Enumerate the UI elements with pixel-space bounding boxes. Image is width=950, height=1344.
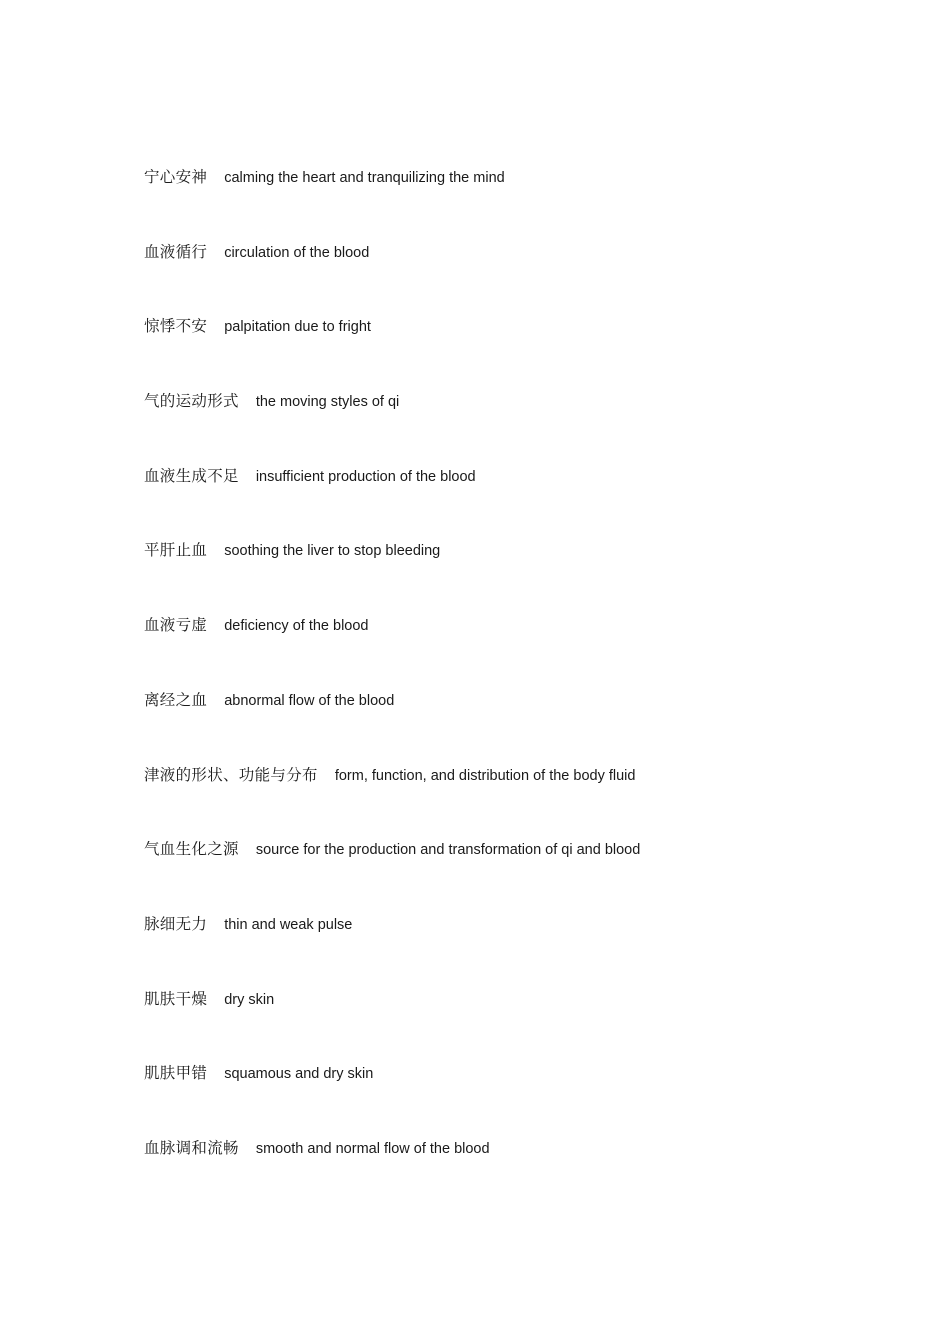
chinese-term: 血液亏虚 [144,616,208,635]
glossary-entry [144,463,844,538]
english-translation: squamous and dry skin [224,1066,374,1083]
english-translation: thin and weak pulse [224,916,353,933]
chinese-term: 惊悸不安 [144,317,208,336]
chinese-term: 宁心安神 [144,168,208,186]
glossary-entry [144,911,844,986]
english-translation: the moving styles of qi [255,394,400,411]
english-translation: soothing the liver to stop bleeding [224,543,441,560]
glossary-entry [144,388,844,463]
chinese-term: 血液生成不足 [144,466,239,485]
glossary-entry [144,612,844,687]
chinese-term: 血脉调和流畅 [144,1138,239,1157]
glossary-entry [144,313,844,388]
chinese-term: 血液循行 [144,242,208,261]
chinese-term: 脉细无力 [144,914,208,933]
glossary-list [144,164,844,1210]
english-translation: abnormal flow of the blood [224,692,395,709]
english-translation: dry skin [224,991,275,1008]
glossary-entry [144,836,844,911]
chinese-term: 气血生化之源 [144,840,239,859]
english-translation: circulation of the blood [224,244,370,261]
english-translation: smooth and normal flow of the blood [255,1140,490,1157]
chinese-term: 平肝止血 [144,541,208,560]
glossary-entry [144,986,844,1061]
chinese-term: 气的运动形式 [144,392,239,411]
chinese-term: 离经之血 [144,690,208,709]
english-translation: insufficient production of the blood [255,468,476,485]
glossary-entry [144,164,844,239]
chinese-term: 肌肤甲错 [144,1064,208,1083]
glossary-entry [144,537,844,612]
english-translation: form, function, and distribution of the body fluid [334,767,636,784]
glossary-entry [144,1060,844,1135]
glossary-entry [144,239,844,314]
english-translation: source for the production and transformation of qi and blood [255,842,641,859]
glossary-entry [144,762,844,837]
glossary-entry [144,687,844,762]
glossary-entry [144,1135,844,1210]
chinese-term: 肌肤干燥 [144,989,208,1008]
english-translation: calming the heart and tranquilizing the mind [224,170,505,186]
chinese-term: 津液的形状、功能与分布 [144,765,318,784]
english-translation: deficiency of the blood [224,618,369,635]
english-translation: palpitation due to fright [224,319,371,336]
